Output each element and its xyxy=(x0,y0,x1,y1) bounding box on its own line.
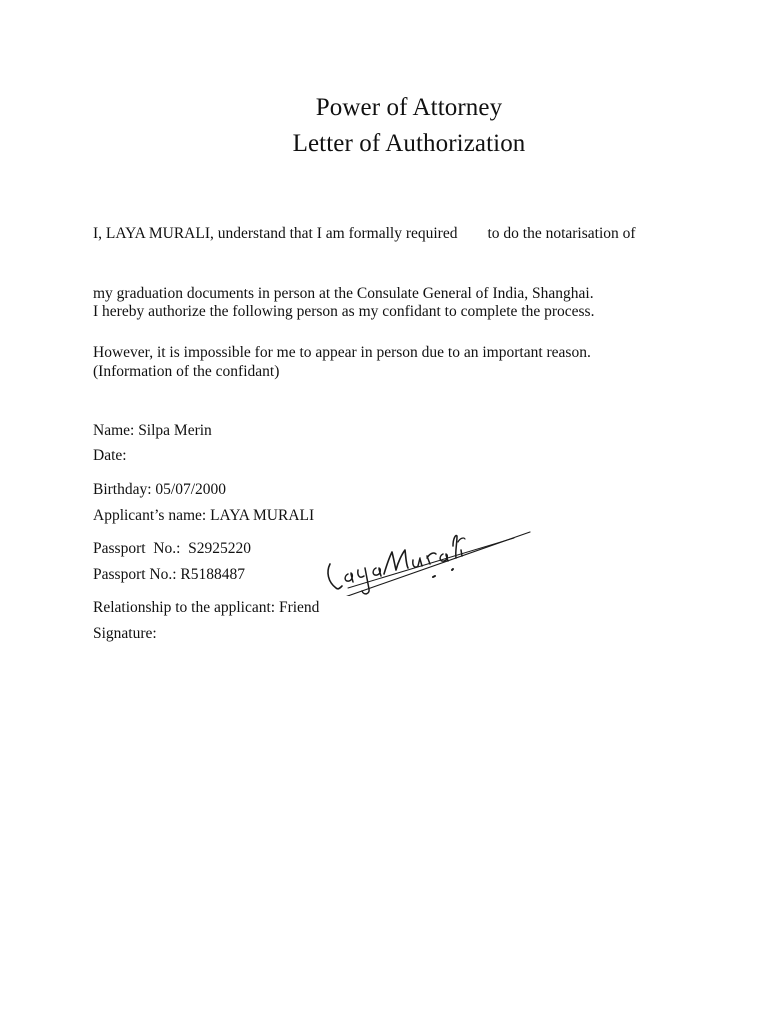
applicant-name: Applicant’s name: LAYA MURALI xyxy=(93,506,315,524)
handwritten-signature xyxy=(318,524,538,596)
confidant-heading: (Information of the confidant) xyxy=(93,362,280,380)
confidant-passport: Passport No.: S2925220 xyxy=(93,539,252,557)
date-label: Date: xyxy=(93,447,127,465)
statement-line-1 xyxy=(93,224,636,244)
applicant-section xyxy=(93,407,314,683)
statement-line-2: my graduation documents in person at the Consulate General of India, Shanghai. xyxy=(93,284,594,302)
statement-line-1-end: to do the notarisation of xyxy=(487,225,636,243)
authorization-line: I hereby authorize the following person as my confidant to complete the process. xyxy=(93,303,595,321)
confidant-name: Name: Silpa Merin xyxy=(93,421,212,439)
statement-line-3: However, it is impossible for me to appear in person due to an important reason. xyxy=(93,343,591,361)
confidant-birthday: Birthday: 05/07/2000 xyxy=(93,480,227,498)
document-title: Power of Attorney xyxy=(315,94,503,121)
document-subtitle: Letter of Authorization xyxy=(292,130,526,157)
applicant-passport: Passport No.: R5188487 xyxy=(93,565,245,583)
confidant-relationship: Relationship to the applicant: Friend xyxy=(93,598,320,616)
signature-label: Signature: xyxy=(93,624,157,642)
statement-line-1-start: I, LAYA MURALI, understand that I am formally required xyxy=(93,225,458,243)
